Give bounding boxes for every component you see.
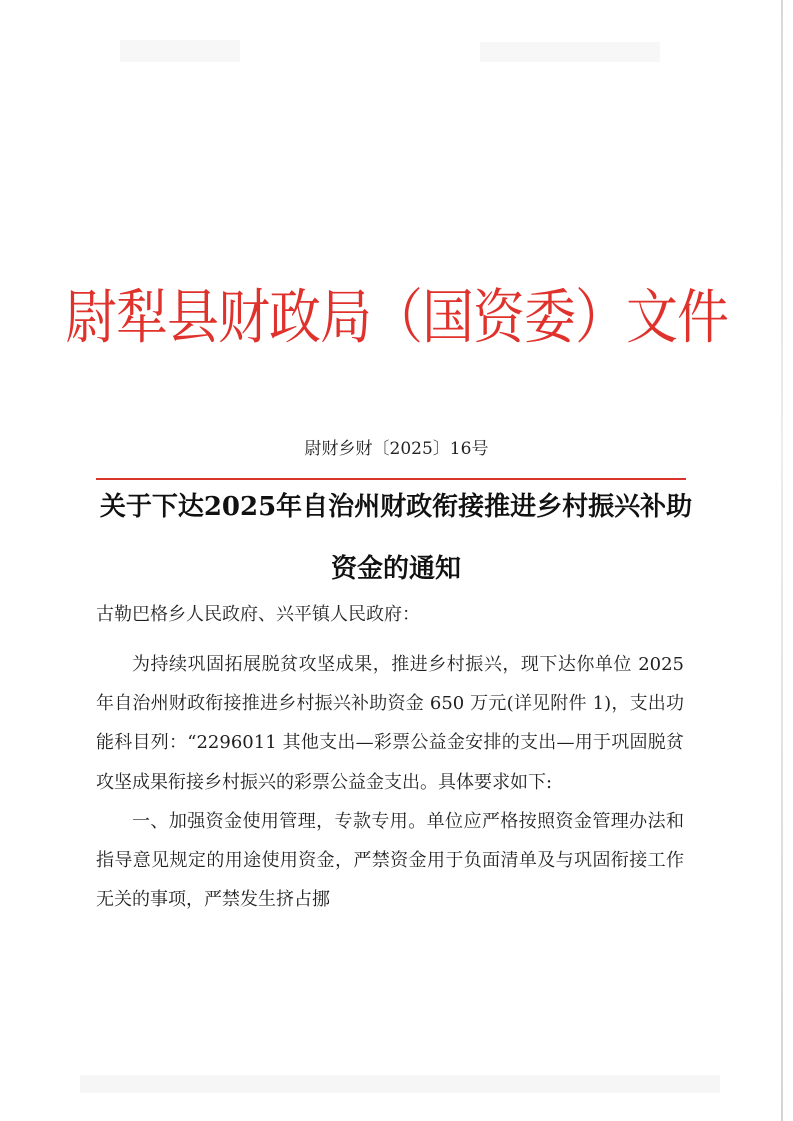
scan-bleed-through-top	[120, 30, 680, 70]
issuing-authority-header: 尉犁县财政局（国资委）文件	[64, 283, 728, 353]
document-number: 尉财乡财〔2025〕16号	[304, 439, 489, 459]
addressee-line: 古勒巴格乡人民政府、兴平镇人民政府：	[96, 604, 420, 625]
body-paragraph: 为持续巩固拓展脱贫攻坚成果，推进乡村振兴，现下达你单位 2025 年自治州财政衔接推进乡村振兴补助资金 650 万元(详见附件 1)，支出功能科目列：“2296011 其他支出—彩票公益金安排的支出—用于巩固脱贫攻坚成果衔接乡村振兴的彩票公益金支出。具体要求如下:	[96, 654, 684, 793]
body-paragraph: 一、加强资金使用管理，专款专用。单位应严格按照资金管理办法和指导意见规定的用途使用资金，严禁资金用于负面清单及与巩固衔接工作无关的事项，严禁发生挤占挪	[96, 810, 684, 911]
scan-edge-shadow	[781, 0, 783, 1121]
scan-bleed-through-bottom	[60, 1060, 760, 1110]
document-subject-title: 关于下达2025年自治州财政衔接推进乡村振兴补助资金的通知	[99, 492, 693, 584]
document-body	[96, 645, 684, 919]
